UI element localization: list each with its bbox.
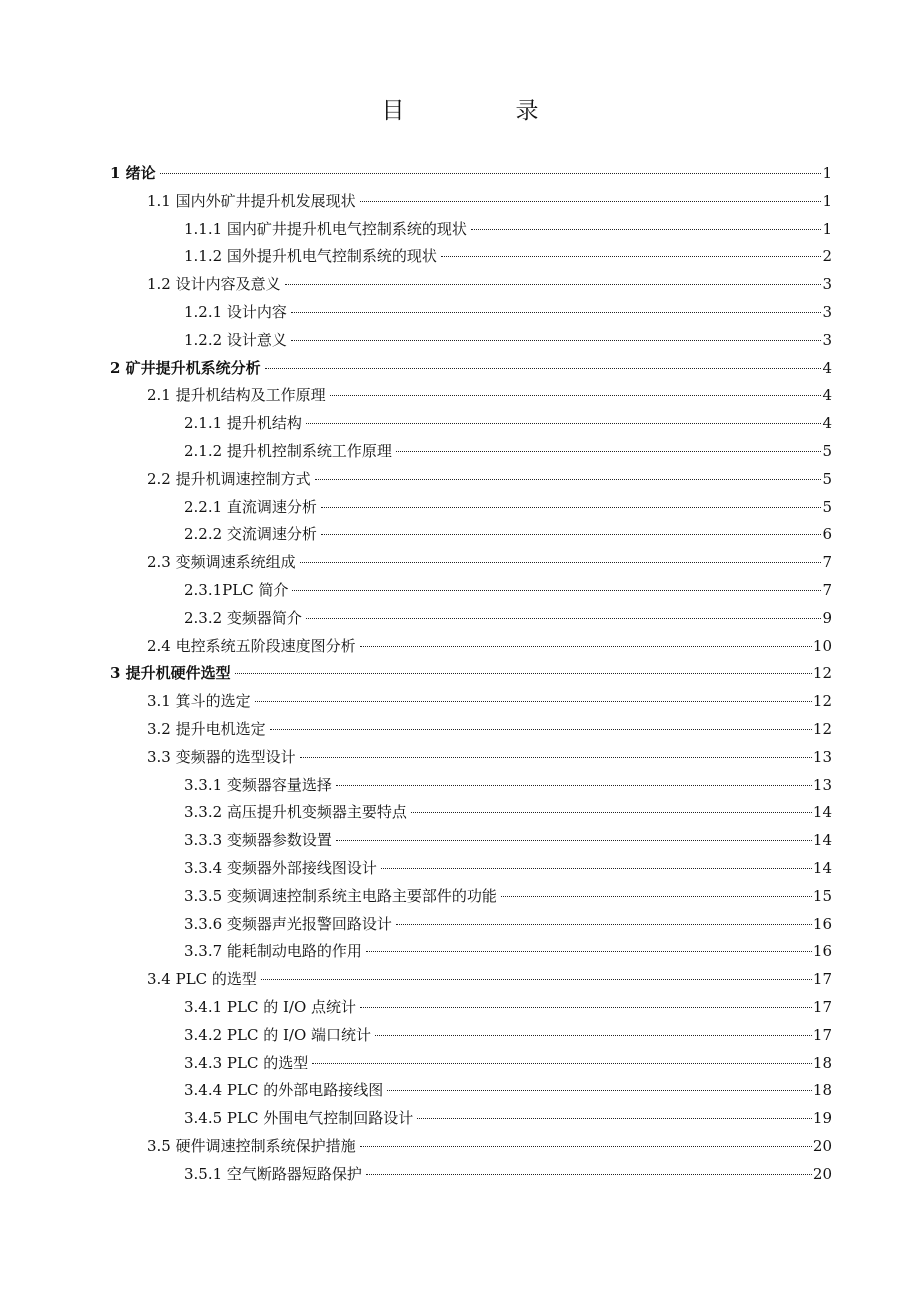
toc-entry-title: 2.4 电控系统五阶段速度图分析 — [147, 636, 356, 655]
toc-dot-leader — [360, 646, 812, 647]
toc-entry[interactable] — [110, 410, 832, 438]
toc-page-number: 5 — [822, 469, 832, 488]
toc-dot-leader — [375, 1035, 812, 1036]
toc-entry-title: 3.3.4 变频器外部接线图设计 — [184, 858, 377, 877]
toc-dot-leader — [387, 1090, 812, 1091]
toc-dot-leader — [300, 562, 822, 563]
toc-page-number: 18 — [812, 1081, 832, 1100]
toc-entry[interactable] — [110, 1105, 832, 1133]
toc-dot-leader — [360, 1146, 812, 1147]
toc-page-number: 4 — [822, 386, 832, 405]
toc-entry[interactable] — [110, 243, 832, 271]
toc-entry-title: 3.3.2 高压提升机变频器主要特点 — [184, 803, 407, 822]
toc-entry[interactable] — [110, 355, 832, 383]
toc-entry-title: 1.1 国内外矿井提升机发展现状 — [147, 191, 356, 210]
toc-entry[interactable] — [110, 271, 832, 299]
toc-dot-leader — [291, 312, 822, 313]
toc-entry[interactable] — [110, 633, 832, 661]
toc-entry[interactable] — [110, 827, 832, 855]
toc-entry-title: 2.2.2 交流调速分析 — [184, 525, 317, 544]
toc-entry[interactable] — [110, 1133, 832, 1161]
toc-entry-title: 2.1 提升机结构及工作原理 — [147, 386, 326, 405]
toc-page-number: 12 — [812, 719, 832, 738]
toc-entry[interactable] — [110, 188, 832, 216]
toc-page-number: 5 — [822, 497, 832, 516]
toc-dot-leader — [396, 924, 812, 925]
toc-dot-leader — [396, 451, 822, 452]
toc-entry[interactable] — [110, 327, 832, 355]
toc-page-number: 2 — [822, 247, 832, 266]
toc-entry[interactable] — [110, 521, 832, 549]
toc-entry[interactable] — [110, 577, 832, 605]
toc-dot-leader — [315, 479, 822, 480]
toc-entry-title: 1 绪论 — [110, 164, 156, 182]
toc-page-number: 1 — [822, 164, 832, 182]
toc-dot-leader — [261, 979, 812, 980]
toc-entry[interactable] — [110, 466, 832, 494]
toc-dot-leader — [441, 256, 822, 257]
toc-page-number: 6 — [822, 525, 832, 544]
toc-dot-leader — [300, 757, 812, 758]
toc-dot-leader — [366, 1174, 812, 1175]
toc-dot-leader — [321, 534, 822, 535]
toc-page-number: 4 — [822, 358, 832, 377]
toc-entry[interactable] — [110, 216, 832, 244]
toc-entry-title: 2.3 变频调速系统组成 — [147, 553, 296, 572]
toc-entry-title: 3.4.5 PLC 外围电气控制回路设计 — [184, 1109, 414, 1128]
toc-page-number: 10 — [812, 636, 832, 655]
toc-page-number: 20 — [812, 1164, 832, 1183]
toc-page-number: 17 — [812, 1025, 832, 1044]
toc-page-number: 15 — [812, 886, 832, 905]
toc-entry[interactable] — [110, 438, 832, 466]
toc-page-number: 14 — [812, 803, 832, 822]
toc-entry[interactable] — [110, 494, 832, 522]
toc-dot-leader — [306, 423, 822, 424]
toc-entry-title: 3 提升机硬件选型 — [110, 664, 231, 683]
table-of-contents — [110, 160, 832, 1188]
toc-page-number: 1 — [822, 219, 832, 238]
toc-entry[interactable] — [110, 883, 832, 911]
toc-entry[interactable] — [110, 1022, 832, 1050]
toc-entry-title: 3.3 变频器的选型设计 — [147, 747, 296, 766]
toc-page-number: 3 — [822, 330, 832, 349]
toc-page-number: 5 — [822, 441, 832, 460]
toc-entry-title: 3.3.7 能耗制动电路的作用 — [184, 942, 362, 961]
toc-entry[interactable] — [110, 660, 832, 688]
toc-dot-leader — [381, 868, 812, 869]
toc-entry-title: 1.2 设计内容及意义 — [147, 275, 281, 294]
toc-page-number: 4 — [822, 414, 832, 433]
toc-entry-title: 2.3.2 变频器简介 — [184, 608, 302, 627]
toc-dot-leader — [360, 1007, 812, 1008]
toc-entry[interactable] — [110, 1161, 832, 1189]
toc-entry-title: 2 矿井提升机系统分析 — [110, 358, 261, 377]
toc-entry-title: 3.1 箕斗的选定 — [147, 692, 251, 711]
toc-dot-leader — [292, 590, 821, 591]
toc-page-number: 13 — [812, 747, 832, 766]
toc-page-number: 18 — [812, 1053, 832, 1072]
toc-dot-leader — [291, 340, 822, 341]
toc-entry[interactable] — [110, 605, 832, 633]
toc-entry-title: 3.4.1 PLC 的 I/O 点统计 — [184, 997, 357, 1016]
toc-entry[interactable] — [110, 716, 832, 744]
toc-entry[interactable] — [110, 994, 832, 1022]
toc-entry-title: 3.4.2 PLC 的 I/O 端口统计 — [184, 1025, 372, 1044]
toc-dot-leader — [285, 284, 822, 285]
toc-entry-title: 2.2.1 直流调速分析 — [184, 497, 317, 516]
toc-dot-leader — [330, 395, 822, 396]
toc-entry-title: 3.3.3 变频器参数设置 — [184, 831, 332, 850]
toc-page-number: 17 — [812, 997, 832, 1016]
toc-entry-title: 1.1.1 国内矿井提升机电气控制系统的现状 — [184, 219, 467, 238]
toc-entry[interactable] — [110, 938, 832, 966]
toc-page-number: 12 — [812, 692, 832, 711]
toc-entry-title: 2.1.1 提升机结构 — [184, 414, 302, 433]
toc-entry-title: 3.3.1 变频器容量选择 — [184, 775, 332, 794]
toc-dot-leader — [411, 812, 812, 813]
toc-dot-leader — [312, 1063, 812, 1064]
toc-entry-title: 1.2.1 设计内容 — [184, 302, 287, 321]
toc-entry[interactable] — [110, 549, 832, 577]
toc-entry[interactable] — [110, 382, 832, 410]
toc-entry-title: 3.4.3 PLC 的选型 — [184, 1053, 309, 1072]
toc-dot-leader — [417, 1118, 812, 1119]
toc-page-number: 13 — [812, 775, 832, 794]
toc-entry[interactable] — [110, 1050, 832, 1078]
toc-dot-leader — [265, 368, 822, 369]
toc-entry[interactable] — [110, 772, 832, 800]
toc-entry-title: 1.2.2 设计意义 — [184, 330, 287, 349]
toc-dot-leader — [255, 701, 812, 702]
toc-entry[interactable] — [110, 855, 832, 883]
toc-dot-leader — [270, 729, 812, 730]
toc-entry-title: 2.2 提升机调速控制方式 — [147, 469, 311, 488]
toc-entry-title: 3.3.5 变频调速控制系统主电路主要部件的功能 — [184, 886, 497, 905]
toc-entry[interactable] — [110, 911, 832, 939]
toc-dot-leader — [306, 618, 822, 619]
toc-page-number: 7 — [822, 580, 832, 599]
toc-dot-leader — [471, 229, 822, 230]
toc-page-number: 7 — [822, 553, 832, 572]
toc-entry[interactable] — [110, 744, 832, 772]
toc-page-number: 3 — [822, 275, 832, 294]
toc-entry-title: 2.1.2 提升机控制系统工作原理 — [184, 441, 392, 460]
toc-dot-leader — [501, 896, 812, 897]
toc-dot-leader — [235, 673, 812, 674]
toc-entry-title: 3.2 提升电机选定 — [147, 719, 266, 738]
toc-entry-title: 2.3.1PLC 简介 — [184, 580, 289, 599]
page-title: 目 录 — [381, 98, 583, 124]
toc-page-number: 16 — [812, 914, 832, 933]
toc-page-number: 17 — [812, 970, 832, 989]
toc-entry[interactable] — [110, 688, 832, 716]
toc-entry-title: 3.5 硬件调速控制系统保护措施 — [147, 1136, 356, 1155]
toc-page-number: 12 — [812, 664, 832, 683]
toc-page-number: 9 — [822, 608, 832, 627]
toc-dot-leader — [336, 840, 812, 841]
toc-page-number: 20 — [812, 1136, 832, 1155]
toc-page-number: 3 — [822, 302, 832, 321]
toc-dot-leader — [336, 785, 812, 786]
toc-entry[interactable] — [110, 966, 832, 994]
toc-page-number: 16 — [812, 942, 832, 961]
toc-dot-leader — [366, 951, 812, 952]
toc-dot-leader — [360, 201, 822, 202]
toc-entry[interactable] — [110, 299, 832, 327]
toc-page-number: 19 — [812, 1109, 832, 1128]
toc-dot-leader — [160, 173, 822, 174]
toc-entry[interactable] — [110, 799, 832, 827]
toc-page-number: 14 — [812, 858, 832, 877]
toc-entry[interactable] — [110, 1077, 832, 1105]
toc-entry-title: 3.4.4 PLC 的外部电路接线图 — [184, 1081, 384, 1100]
toc-dot-leader — [321, 507, 822, 508]
toc-entry-title: 3.3.6 变频器声光报警回路设计 — [184, 914, 392, 933]
toc-entry-title: 3.4 PLC 的选型 — [147, 970, 257, 989]
toc-entry-title: 1.1.2 国外提升机电气控制系统的现状 — [184, 247, 437, 266]
toc-entry-title: 3.5.1 空气断路器短路保护 — [184, 1164, 362, 1183]
toc-entry[interactable] — [110, 160, 832, 188]
toc-page-number: 14 — [812, 831, 832, 850]
toc-page-number: 1 — [822, 191, 832, 210]
